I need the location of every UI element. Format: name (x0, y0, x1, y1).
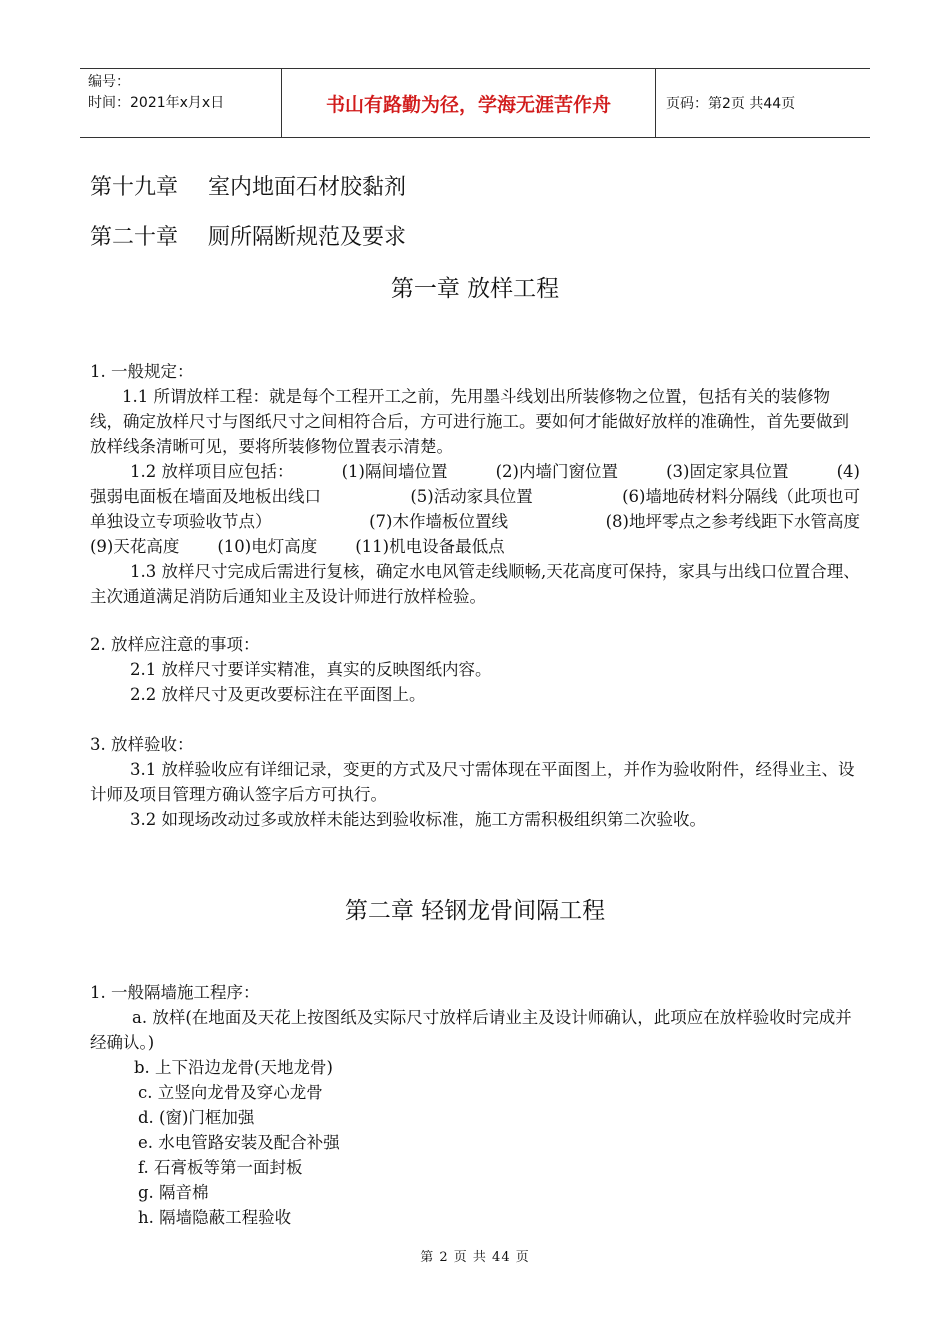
toc-entry-ch19 (90, 170, 406, 201)
paragraph-1-1: 1.1 所谓放样工程：就是每个工程开工之前，先用墨斗线划出所装修物之位置，包括有关的装修物线，确定放样尺寸与图纸尺寸之间相符合后，方可进行施工。要如何才能做好放样的准确性，首先要做到放样线条清晰可见，要将所装修物位置表示清楚。 (90, 387, 849, 456)
list-lead: 1.2 放样项目应包括： (130, 462, 294, 481)
paragraph-1-3: 1.3 放样尺寸完成后需进行复核，确定水电风管走线顺畅,天花高度可保持，家具与出线口位置合理、主次通道满足消防后通知业主及设计师进行放样检验。 (90, 562, 860, 606)
document-time-label: 时间：2021年x月x日 (88, 95, 225, 111)
page-footer: 第 2 页 共 44 页 (420, 1250, 530, 1265)
list-item: (11)机电设备最低点 (355, 537, 505, 556)
paragraph-1-2 (90, 459, 860, 559)
section-heading: 2. 放样应注意的事项： (90, 635, 260, 654)
toc-entry-ch20 (90, 220, 406, 251)
procedure-item-b: b. 上下沿边龙骨(天地龙骨) (134, 1058, 333, 1077)
procedure-item-a: a. 放样(在地面及天花上按图纸及实际尺寸放样后请业主及设计师确认，此项应在放样验收时完成并经确认。) (90, 1008, 852, 1052)
chapter-1-section-1 (90, 359, 860, 609)
procedure-item-d: d. (窗)门框加强 (138, 1108, 255, 1127)
list-item: (9)天花高度 (90, 537, 180, 556)
items-line (90, 509, 860, 534)
chapter-2-section-1 (90, 980, 860, 1230)
paragraph-3-1: 3.1 放样验收应有详细记录，变更的方式及尺寸需体现在平面图上，并作为验收附件，经得业主、设计师及项目管理方确认签字后方可执行。 (90, 760, 855, 804)
toc-chapter-number: 第十九章 (90, 175, 179, 200)
list-item: (4) (836, 462, 860, 481)
section-heading: 1. 一般规定： (90, 362, 194, 381)
list-item: (6)墙地砖材料分隔线（此项也可 (622, 487, 860, 506)
list-item: (1)隔间墙位置 (341, 462, 448, 481)
list-item: (5)活动家具位置 (410, 487, 533, 506)
header-motto: 书山有路勤为径，学海无涯苦作舟 (282, 69, 656, 137)
page-header (80, 68, 870, 138)
header-meta (80, 69, 282, 137)
list-item: (7)木作墙板位置线 (369, 512, 508, 531)
header-page-info: 页码：第2页 共44页 (666, 96, 796, 112)
procedure-item-g: g. 隔音棉 (138, 1183, 209, 1202)
paragraph-2-1: 2.1 放样尺寸要详实精准，真实的反映图纸内容。 (130, 660, 492, 679)
list-item: (10)电灯高度 (217, 537, 318, 556)
paragraph-2-2: 2.2 放样尺寸及更改要标注在平面图上。 (130, 685, 426, 704)
items-line (90, 534, 860, 559)
section-heading: 3. 放样验收： (90, 735, 194, 754)
section-heading: 1. 一般隔墙施工程序： (90, 983, 260, 1002)
document-number-label: 编号： (88, 74, 130, 90)
list-item: 单独设立专项验收节点） (90, 512, 272, 531)
chapter-2-title: 第二章 轻钢龙骨间隔工程 (344, 898, 606, 924)
chapter-1-title: 第一章 放样工程 (390, 276, 560, 302)
toc-chapter-number: 第二十章 (90, 225, 179, 250)
procedure-item-f: f. 石膏板等第一面封板 (138, 1158, 303, 1177)
list-item: (8)地坪零点之参考线距下水管高度 (605, 512, 860, 531)
list-item: 强弱电面板在墙面及地板出线口 (90, 487, 321, 506)
toc-chapter-title: 室内地面石材胶黏剂 (208, 175, 407, 200)
toc-chapter-title: 厕所隔断规范及要求 (208, 225, 407, 250)
procedure-item-c: c. 立竖向龙骨及穿心龙骨 (138, 1083, 323, 1102)
list-item: (2)内墙门窗位置 (495, 462, 618, 481)
items-line (90, 484, 860, 509)
chapter-1-section-3 (90, 732, 860, 832)
paragraph-3-2: 3.2 如现场改动过多或放样未能达到验收标准，施工方需积极组织第二次验收。 (130, 810, 706, 829)
chapter-1-section-2 (90, 632, 860, 707)
procedure-item-e: e. 水电管路安装及配合补强 (138, 1133, 340, 1152)
procedure-item-h: h. 隔墙隐蔽工程验收 (138, 1208, 292, 1227)
items-line (90, 459, 860, 484)
list-item: (3)固定家具位置 (666, 462, 789, 481)
